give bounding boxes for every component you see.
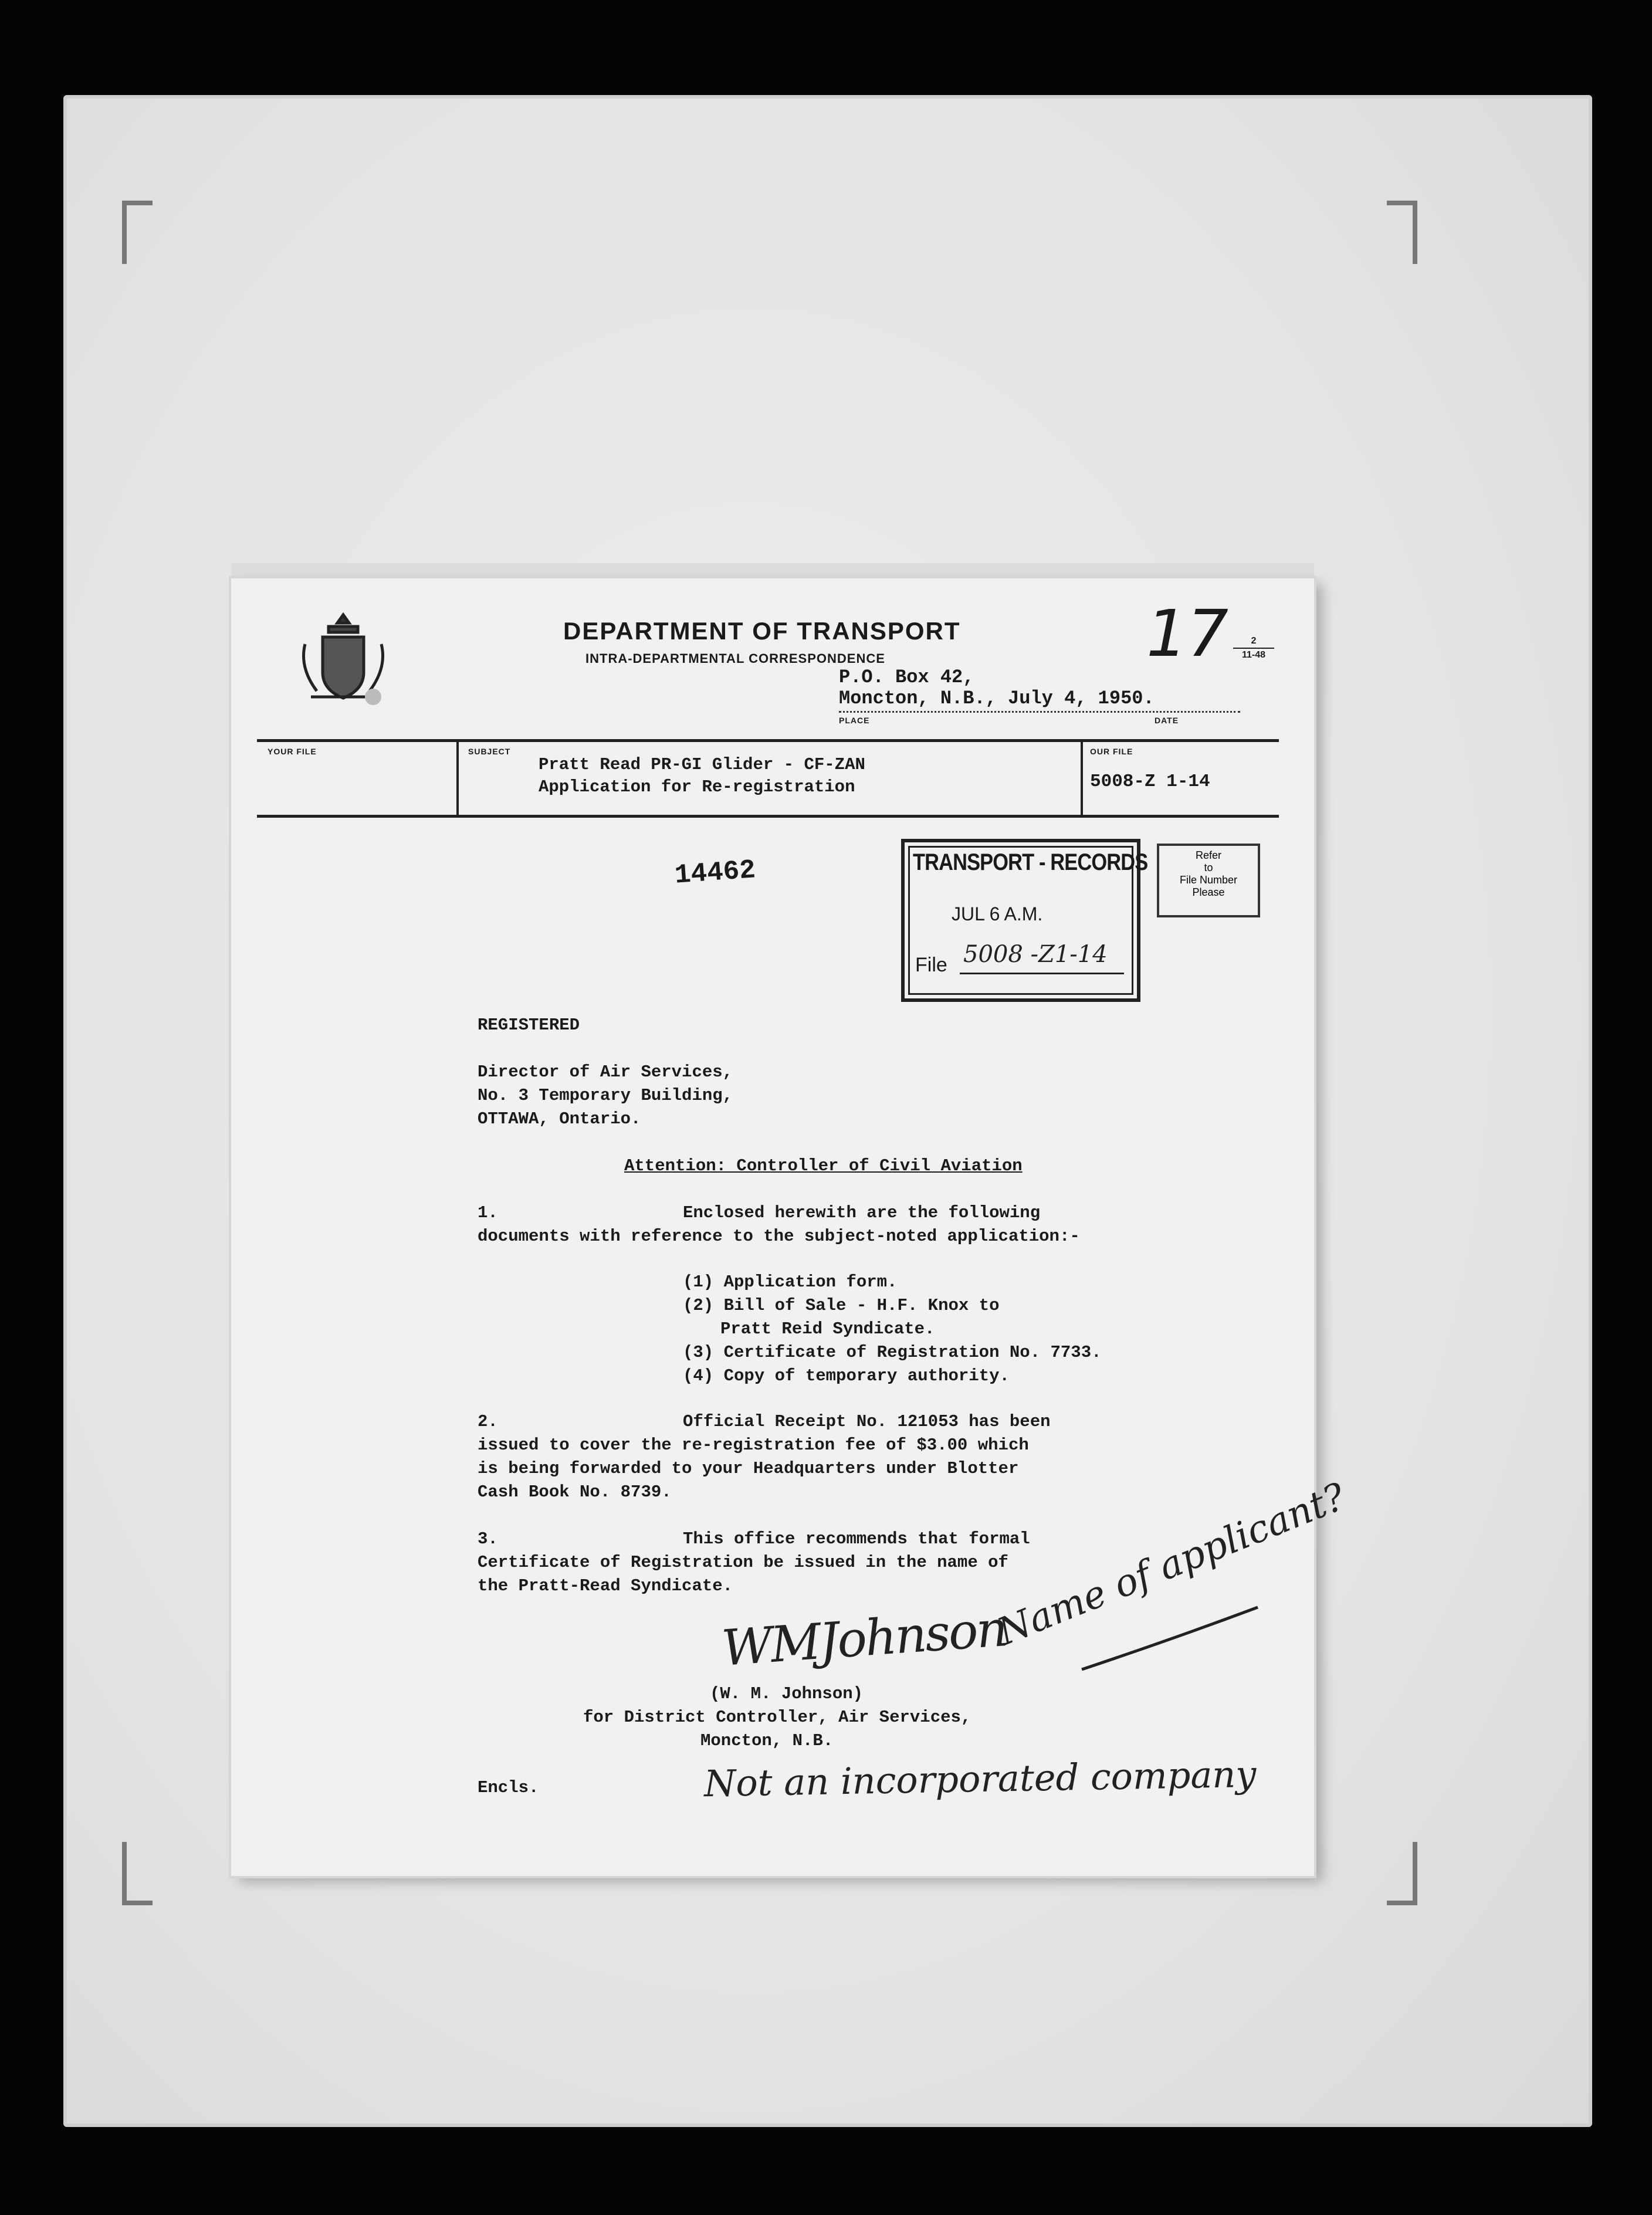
records-stamp-file-label: File bbox=[915, 954, 947, 976]
refer-line-3: File Number bbox=[1179, 874, 1238, 886]
enclosure-item-3: (3) Certificate of Registration No. 7733. bbox=[683, 1343, 1102, 1362]
records-stamp-title: TRANSPORT - RECORDS bbox=[913, 849, 1148, 875]
attention-line: Attention: Controller of Civil Aviation bbox=[624, 1156, 1023, 1176]
header-divider-2 bbox=[1081, 742, 1083, 815]
signer-place: Moncton, N.B. bbox=[700, 1731, 834, 1750]
header-divider-1 bbox=[456, 742, 459, 815]
handwritten-signature: WMJohnson bbox=[720, 1600, 1008, 1677]
para2-line-3: is being forwarded to your Headquarters under Blotter bbox=[478, 1459, 1019, 1478]
po-box: P.O. Box 42, bbox=[839, 666, 974, 688]
records-stamp-file-line bbox=[960, 973, 1124, 974]
our-file-value: 5008-Z 1-14 bbox=[1090, 771, 1210, 792]
refer-line-4: Please bbox=[1192, 886, 1225, 898]
address-line-2: No. 3 Temporary Building, bbox=[478, 1086, 733, 1105]
signer-title: for District Controller, Air Services, bbox=[583, 1708, 971, 1727]
margin-note-underline bbox=[1076, 1605, 1264, 1675]
enclosure-item-1: (1) Application form. bbox=[683, 1272, 898, 1292]
letterhead-title: DEPARTMENT OF TRANSPORT bbox=[563, 617, 961, 645]
our-file-label: OUR FILE bbox=[1090, 747, 1133, 756]
form-number-top: 2 bbox=[1251, 636, 1257, 646]
records-stamp-date: JUL 6 A.M. bbox=[952, 903, 1043, 924]
enclosure-item-2a: (2) Bill of Sale - H.F. Knox to bbox=[683, 1296, 1000, 1315]
address-line-1: Director of Air Services, bbox=[478, 1062, 733, 1082]
para2-line-2: issued to cover the re-registration fee of $3.00 which bbox=[478, 1435, 1029, 1455]
crop-mark-top-right bbox=[1387, 201, 1417, 264]
refer-to-file-box bbox=[1157, 844, 1260, 917]
para2-line-4: Cash Book No. 8739. bbox=[478, 1482, 672, 1502]
para3-number: 3. bbox=[478, 1529, 498, 1549]
subject-line-1: Pratt Read PR-GI Glider - CF-ZAN bbox=[539, 755, 865, 774]
signer-name: (W. M. Johnson) bbox=[710, 1684, 864, 1703]
subject-line-2: Application for Re-registration bbox=[539, 777, 855, 797]
para3-line-1: This office recommends that formal bbox=[683, 1529, 1030, 1549]
form-number bbox=[1233, 636, 1274, 661]
letterhead-subtitle: INTRA-DEPARTMENTAL CORRESPONDENCE bbox=[585, 651, 885, 666]
page-number: 17 bbox=[1146, 596, 1228, 671]
para3-line-3: the Pratt-Read Syndicate. bbox=[478, 1576, 733, 1596]
date-label: DATE bbox=[1155, 716, 1179, 725]
crop-mark-top-left bbox=[122, 201, 153, 264]
handwritten-margin-note: Name of applicant? bbox=[991, 1475, 1352, 1654]
coat-of-arms-icon bbox=[293, 609, 393, 709]
para1-number: 1. bbox=[478, 1203, 498, 1222]
your-file-label: YOUR FILE bbox=[268, 747, 317, 756]
handwritten-bottom-note: Not an incorporated company bbox=[703, 1752, 1257, 1806]
subject-label: SUBJECT bbox=[468, 747, 511, 756]
para1-line-1: Enclosed herewith are the following bbox=[683, 1203, 1041, 1222]
para2-line-1: Official Receipt No. 121053 has been bbox=[683, 1412, 1051, 1431]
crop-mark-bottom-left bbox=[122, 1842, 153, 1905]
header-table bbox=[257, 739, 1279, 818]
number-stamp: 14462 bbox=[673, 855, 757, 891]
records-stamp-file-value: 5008 -Z1-14 bbox=[963, 941, 1108, 968]
form-number-bottom: 11-48 bbox=[1241, 650, 1266, 660]
para2-number: 2. bbox=[478, 1412, 498, 1431]
place-date: Moncton, N.B., July 4, 1950. bbox=[839, 687, 1155, 709]
place-label: PLACE bbox=[839, 716, 870, 725]
para1-line-2: documents with reference to the subject-noted application:- bbox=[478, 1227, 1080, 1246]
crop-mark-bottom-right bbox=[1387, 1842, 1417, 1905]
enclosure-item-4: (4) Copy of temporary authority. bbox=[683, 1366, 1010, 1386]
place-date-dotted-line bbox=[839, 711, 1240, 713]
enclosures-label: Encls. bbox=[478, 1778, 539, 1797]
para3-line-2: Certificate of Registration be issued in the name of bbox=[478, 1553, 1008, 1572]
enclosure-item-2b: Pratt Reid Syndicate. bbox=[720, 1319, 935, 1339]
refer-line-2: to bbox=[1204, 862, 1213, 873]
refer-line-1: Refer bbox=[1195, 849, 1221, 861]
transport-records-stamp bbox=[901, 839, 1148, 1002]
address-line-3: OTTAWA, Ontario. bbox=[478, 1109, 641, 1129]
letter-sheet bbox=[231, 578, 1352, 1876]
registered-label: REGISTERED bbox=[478, 1015, 580, 1035]
